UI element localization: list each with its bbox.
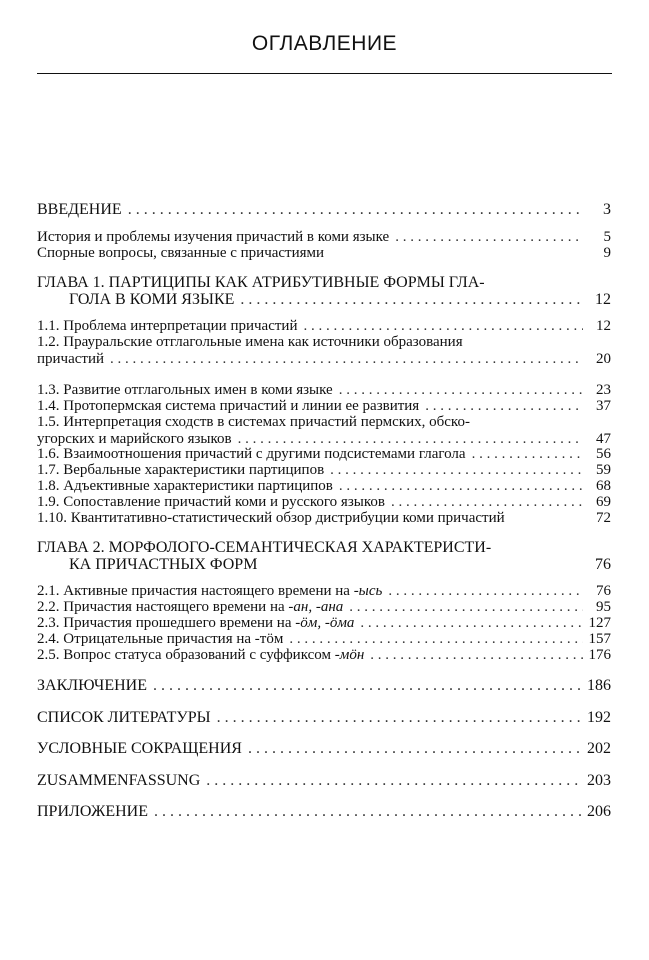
toc-entry-line: 1.2. Прауральские отглагольные имена как источники образования <box>37 334 463 350</box>
dot-leader <box>425 398 583 415</box>
toc-entry[interactable] <box>37 274 611 308</box>
toc-page-number: 9 <box>603 245 611 261</box>
toc-entry-title: 1.10. Квантитативно-статистический обзор дистрибуции коми причастий <box>37 510 505 526</box>
toc-page-number: 76 <box>595 556 611 573</box>
toc-entry-title: причастий <box>37 351 105 367</box>
dot-leader <box>395 229 583 246</box>
toc-entry[interactable] <box>37 647 611 664</box>
toc-page-number: 202 <box>587 740 611 757</box>
dot-leader <box>391 494 583 511</box>
toc-entry-title: 1.3. Развитие отглагольных имен в коми языке <box>37 382 333 398</box>
dot-leader <box>339 478 583 495</box>
dot-leader <box>349 599 583 616</box>
toc-entry[interactable] <box>37 446 611 463</box>
toc-entry-title: УСЛОВНЫЕ СОКРАЩЕНИЯ <box>37 740 242 757</box>
toc-entry-title: ГОЛА В КОМИ ЯЗЫКЕ <box>37 291 235 308</box>
dot-leader <box>240 291 583 308</box>
toc-page-number: 127 <box>588 615 611 631</box>
toc-entry[interactable] <box>37 615 611 632</box>
toc-entry-title: История и проблемы изучения причастий в коми языке <box>37 229 390 245</box>
toc-entry-title: 1.9. Сопоставление причастий коми и русского языков <box>37 494 385 510</box>
toc-entry[interactable] <box>37 539 611 573</box>
toc-entry-title: ВВЕДЕНИЕ <box>37 201 122 218</box>
dot-leader <box>388 583 583 600</box>
toc-entry-title: 2.4. Отрицательные причастия на -тöм <box>37 631 284 647</box>
toc-entry-title: СПИСОК ЛИТЕРАТУРЫ <box>37 709 211 726</box>
toc-entry[interactable] <box>37 398 611 415</box>
toc-page-number: 69 <box>596 494 611 510</box>
toc-entry[interactable] <box>37 631 611 648</box>
toc-page-number: 37 <box>596 398 611 414</box>
toc-page-number: 23 <box>596 382 611 398</box>
toc-entry[interactable] <box>37 583 611 600</box>
toc-page-number: 95 <box>596 599 611 615</box>
toc-page-number: 72 <box>596 510 611 526</box>
toc-entry-title: 1.8. Адъективные характеристики партиципов <box>37 478 333 494</box>
dot-leader <box>289 631 582 648</box>
toc-entry[interactable] <box>37 201 611 218</box>
toc-entry-title: ZUSAMMENFASSUNG <box>37 772 201 789</box>
toc-entry[interactable] <box>37 709 611 726</box>
toc-entry[interactable] <box>37 740 611 757</box>
toc-entry-line: 1.5. Интерпретация сходств в системах причастий пермских, обско- <box>37 414 470 430</box>
toc-entry-title: ПРИЛОЖЕНИЕ <box>37 803 149 820</box>
toc-page-number: 3 <box>603 201 611 218</box>
dot-leader <box>154 803 581 820</box>
toc-entry-title: КА ПРИЧАСТНЫХ ФОРМ <box>37 556 258 573</box>
toc-entry[interactable] <box>37 772 611 789</box>
toc-entry-title: 2.3. Причастия прошедшего времени на -öм, -öма <box>37 615 355 631</box>
toc-page-number: 12 <box>595 291 611 308</box>
toc-page-number: 59 <box>596 462 611 478</box>
toc-entry-line: ГЛАВА 1. ПАРТИЦИПЫ КАК АТРИБУТИВНЫЕ ФОРМЫ ГЛА- <box>37 274 485 291</box>
dot-leader <box>217 709 581 726</box>
toc-page-number: 203 <box>587 772 611 789</box>
toc-entry[interactable] <box>37 245 611 262</box>
toc-entry[interactable] <box>37 803 611 820</box>
toc-entry-title: ЗАКЛЮЧЕНИЕ <box>37 677 147 694</box>
toc-page-number: 68 <box>596 478 611 494</box>
dot-leader <box>370 647 582 664</box>
toc-entry[interactable] <box>37 677 611 694</box>
toc-entry[interactable] <box>37 494 611 511</box>
dot-leader <box>153 677 581 694</box>
dot-leader <box>206 772 581 789</box>
toc-page-number: 186 <box>587 677 611 694</box>
toc-entry[interactable] <box>37 462 611 479</box>
toc-entry-title: 1.7. Вербальные характеристики партиципов <box>37 462 325 478</box>
toc-page-number: 5 <box>603 229 611 245</box>
dot-leader <box>248 740 581 757</box>
dot-leader <box>472 446 583 463</box>
toc-entry-title: 1.1. Проблема интерпретации причастий <box>37 318 298 334</box>
toc-page-number: 56 <box>596 446 611 462</box>
dot-leader <box>339 382 583 399</box>
toc-entry-title: 1.6. Взаимоотношения причастий с другими подсистемами глагола <box>37 446 466 462</box>
toc-entry[interactable] <box>37 599 611 616</box>
toc-entry[interactable] <box>37 334 611 368</box>
dot-leader <box>330 462 583 479</box>
toc-entry-title: 2.1. Активные причастия настоящего времени на -ысь <box>37 583 383 599</box>
toc-entry-title: 2.5. Вопрос статуса образований с суффиксом -мöн <box>37 647 365 663</box>
toc-page-number: 76 <box>596 583 611 599</box>
toc-entry-line: ГЛАВА 2. МОРФОЛОГО-СЕМАНТИЧЕСКАЯ ХАРАКТЕРИСТИ- <box>37 539 492 556</box>
dot-leader <box>360 615 582 632</box>
toc-page-number: 20 <box>596 351 611 367</box>
dot-leader <box>304 318 584 335</box>
toc-entry-title: Спорные вопросы, связанные с причастиями <box>37 245 325 261</box>
title-rule <box>37 73 612 74</box>
toc-entry[interactable] <box>37 318 611 335</box>
toc-page-number: 12 <box>596 318 611 334</box>
toc-entry[interactable] <box>37 382 611 399</box>
toc-entry[interactable] <box>37 414 611 448</box>
dot-leader <box>128 201 583 218</box>
toc-page-number: 192 <box>587 709 611 726</box>
toc-page-number: 176 <box>588 647 611 663</box>
toc-page-number: 206 <box>587 803 611 820</box>
toc-entry[interactable] <box>37 510 611 527</box>
toc-entry[interactable] <box>37 478 611 495</box>
toc-entry-title: угорских и марийского языков <box>37 431 232 447</box>
toc-entry[interactable] <box>37 229 611 246</box>
dot-leader <box>110 351 583 368</box>
toc-entry-title: 2.2. Причастия настоящего времени на -ан, -ана <box>37 599 344 615</box>
toc-page-number: 47 <box>596 431 611 447</box>
page-title: ОГЛАВЛЕНИЕ <box>251 32 398 55</box>
toc-entry-title: 1.4. Протопермская система причастий и линии ее развития <box>37 398 420 414</box>
toc-page-number: 157 <box>588 631 611 647</box>
